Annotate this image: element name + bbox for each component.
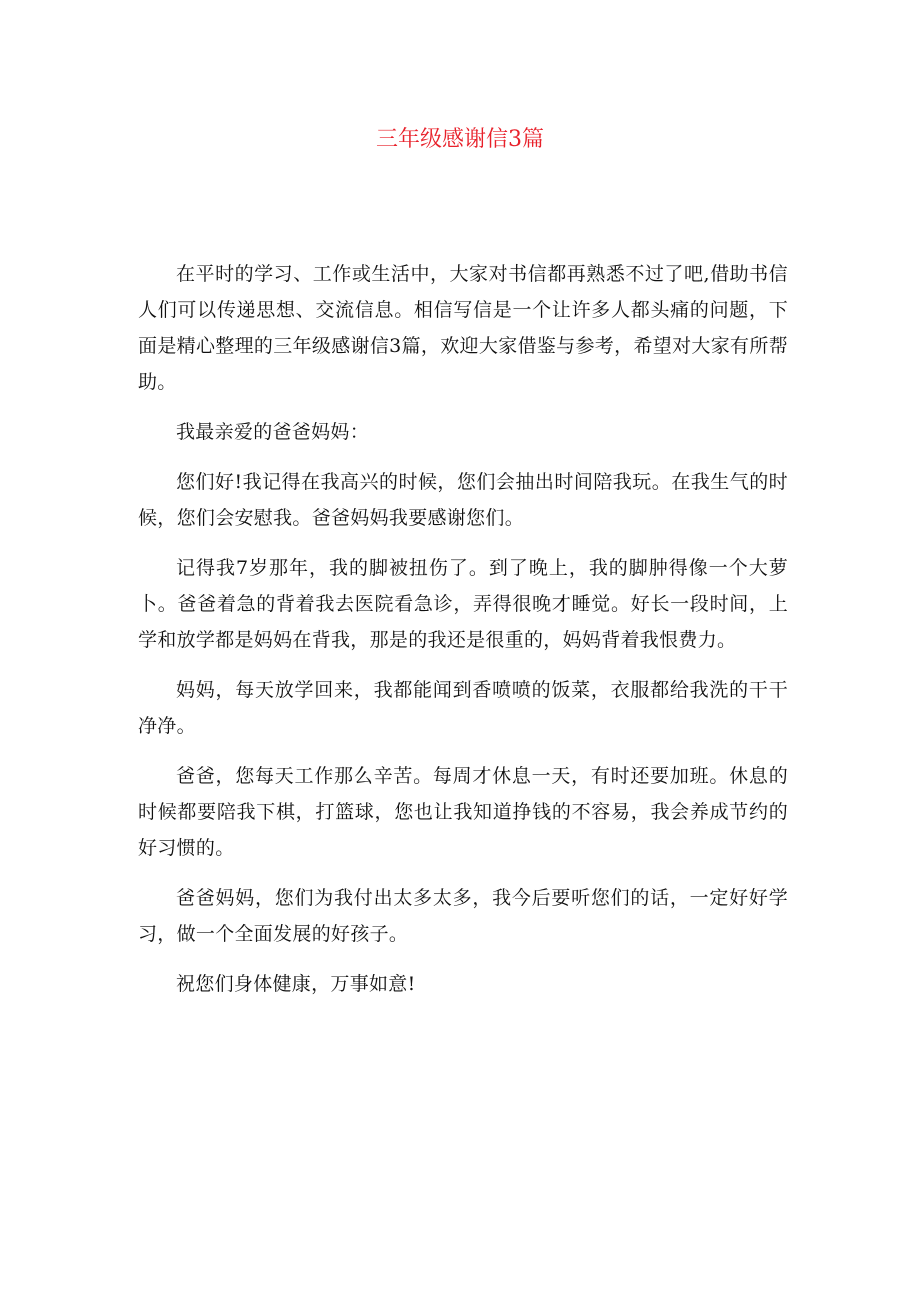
body-paragraph: 妈妈，每天放学回来，我都能闻到香喷喷的饭菜，衣服都给我洗的干干净净。 [138,679,788,737]
document-title: 三年级感谢信3篇 [376,127,544,152]
document-body [138,256,788,1016]
salutation: 我最亲爱的爸爸妈妈： [176,421,370,443]
body-paragraph: 爸爸，您每天工作那么辛苦。每周才休息一天，有时还要加班。休息的时候都要陪我下棋，打篮球，您也让我知道挣钱的不容易，我会养成节约的好习惯的。 [138,765,788,859]
body-paragraph: 记得我7岁那年，我的脚被扭伤了。到了晚上，我的脚肿得像一个大萝卜。爸爸着急的背着我去医院看急诊，弄得很晚才睡觉。好长一段时间，上学和放学都是妈妈在背我，那是的我还是很重的，妈妈背着我恨费力。 [138,557,788,651]
body-paragraph: 您们好!我记得在我高兴的时候，您们会抽出时间陪我玩。在我生气的时候，您们会安慰我。爸爸妈妈我要感谢您们。 [138,471,788,529]
closing-wish: 祝您们身体健康，万事如意! [176,973,416,995]
body-paragraph: 爸爸妈妈，您们为我付出太多太多，我今后要听您们的话，一定好好学习，做一个全面发展的好孩子。 [138,887,788,945]
intro-paragraph: 在平时的学习、工作或生活中，大家对书信都再熟悉不过了吧,借助书信人们可以传递思想、交流信息。相信写信是一个让许多人都头痛的问题，下面是精心整理的三年级感谢信3篇，欢迎大家借鉴与参考，希望对大家有所帮助。 [138,263,788,393]
